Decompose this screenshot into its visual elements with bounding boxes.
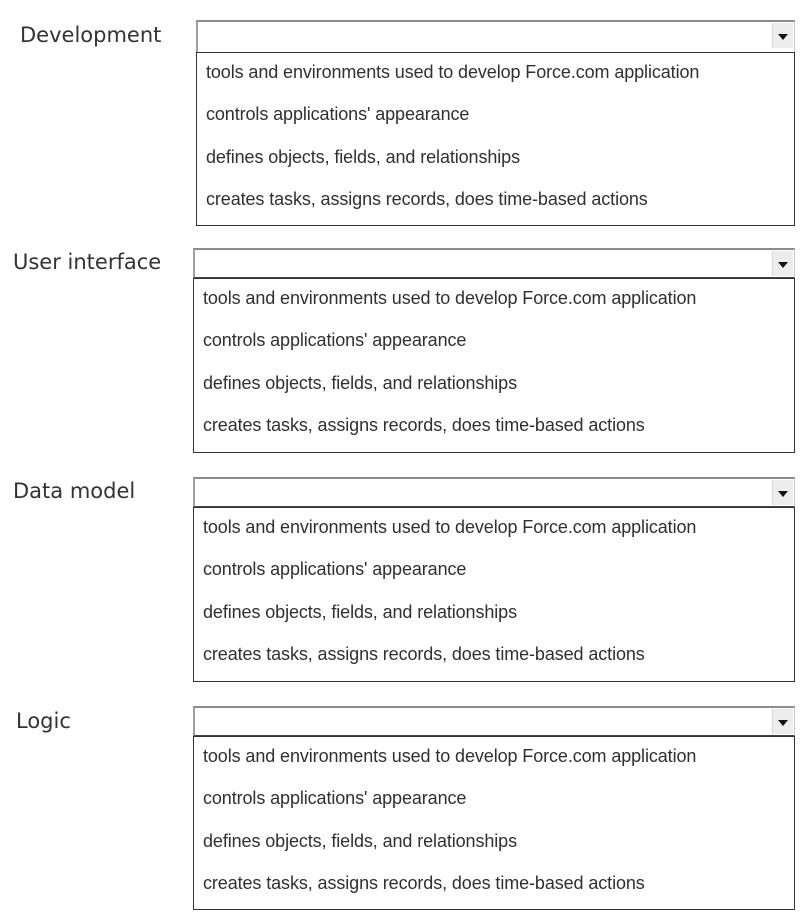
option-tasks[interactable]: creates tasks, assigns records, does time-based actions bbox=[206, 189, 648, 209]
logic-options-list bbox=[193, 736, 795, 910]
option-tasks[interactable]: creates tasks, assigns records, does time-based actions bbox=[203, 644, 645, 664]
option-data-objects[interactable]: defines objects, fields, and relationships bbox=[203, 602, 517, 622]
development-label: Development bbox=[20, 23, 162, 47]
option-appearance[interactable]: controls applications' appearance bbox=[203, 559, 467, 579]
option-appearance[interactable]: controls applications' appearance bbox=[203, 788, 467, 808]
option-tasks[interactable]: creates tasks, assigns records, does time-based actions bbox=[203, 873, 645, 893]
chevron-down-icon[interactable] bbox=[772, 23, 793, 48]
option-data-objects[interactable]: defines objects, fields, and relationships bbox=[203, 831, 517, 851]
chevron-down-icon[interactable] bbox=[772, 251, 793, 276]
option-tools[interactable]: tools and environments used to develop Force.com application bbox=[203, 288, 697, 308]
logic-label: Logic bbox=[16, 709, 71, 733]
data-model-label: Data model bbox=[13, 479, 136, 503]
data-model-dropdown[interactable] bbox=[193, 477, 795, 507]
development-options-list bbox=[196, 52, 795, 226]
option-tools[interactable]: tools and environments used to develop Force.com application bbox=[203, 517, 697, 537]
user-interface-label: User interface bbox=[13, 250, 162, 274]
option-tools[interactable]: tools and environments used to develop Force.com application bbox=[203, 746, 697, 766]
user-interface-options-list bbox=[193, 278, 795, 453]
option-data-objects[interactable]: defines objects, fields, and relationships bbox=[203, 373, 517, 393]
chevron-down-icon[interactable] bbox=[772, 709, 793, 734]
chevron-down-icon[interactable] bbox=[772, 480, 793, 505]
user-interface-dropdown[interactable] bbox=[193, 248, 795, 278]
development-dropdown[interactable] bbox=[196, 20, 795, 53]
option-data-objects[interactable]: defines objects, fields, and relationships bbox=[206, 147, 520, 167]
option-tools[interactable]: tools and environments used to develop Force.com application bbox=[206, 62, 700, 82]
option-appearance[interactable]: controls applications' appearance bbox=[203, 330, 467, 350]
data-model-options-list bbox=[193, 507, 795, 682]
logic-dropdown[interactable] bbox=[193, 706, 795, 736]
option-appearance[interactable]: controls applications' appearance bbox=[206, 104, 470, 124]
option-tasks[interactable]: creates tasks, assigns records, does time-based actions bbox=[203, 415, 645, 435]
